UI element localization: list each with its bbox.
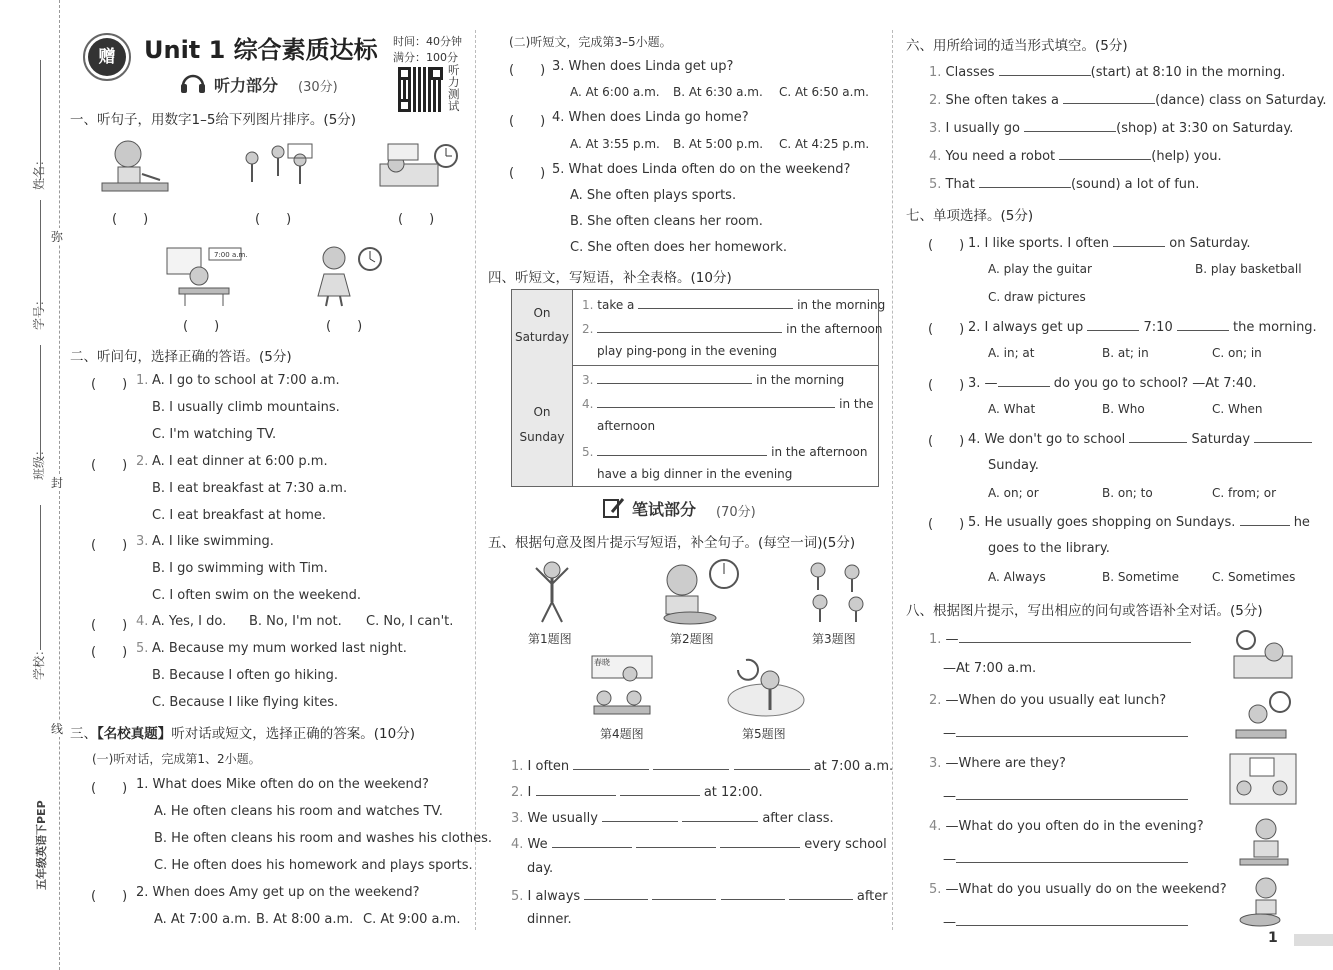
sec5-s5-cont: dinner. <box>527 912 572 927</box>
id-line <box>40 200 41 310</box>
sec5-s1 <box>511 757 893 774</box>
sec2-q3-a: A. I like swimming. <box>152 534 274 549</box>
sec7-q5-blank[interactable] <box>1240 513 1290 526</box>
sec2-q2-c: C. I eat breakfast at home. <box>152 508 327 523</box>
sunday-on: On <box>533 405 551 419</box>
sec2-q1-num-text: 1. <box>136 373 149 388</box>
sec6-2-post: (dance) class on Saturday. <box>1155 93 1327 108</box>
sec3-q4-b: B. At 5:00 p.m. <box>673 137 764 151</box>
sec3-q3-answer[interactable]: ( ) <box>509 63 546 78</box>
name-line <box>40 60 41 180</box>
sec7-q4-c: C. from; or <box>1212 486 1277 500</box>
sec4-blank-5[interactable] <box>597 443 767 456</box>
sec5-s5-blank-2[interactable] <box>652 887 716 900</box>
sec5-s3-num: 3. <box>511 811 524 826</box>
sec5-s4 <box>511 835 887 852</box>
girl-lunch-image <box>1234 690 1296 750</box>
sec2-q2-answer[interactable]: ( ) <box>91 458 128 473</box>
sec7-q2-answer[interactable]: ( ) <box>928 322 965 337</box>
sec7-q3-c: C. When <box>1212 402 1263 416</box>
kids-playing-image <box>238 142 316 204</box>
sec8-d2-a <box>943 724 1188 741</box>
gift-badge <box>83 33 131 81</box>
pencil-icon <box>602 496 626 524</box>
sec5-s3-pre: We usually <box>527 811 598 826</box>
school-label: 学校： <box>32 643 46 680</box>
sec8-d2-q <box>929 693 1166 708</box>
sec6-item-3 <box>929 119 1293 136</box>
sec8-d2-q-text: —When do you usually eat lunch? <box>945 693 1167 708</box>
sec3-q3: 3. When does Linda get up? <box>552 59 734 74</box>
sec7-q1-text: 1. I like sports. I often <box>968 236 1109 251</box>
class-line <box>40 345 41 460</box>
sec6-3-post: (shop) at 3:30 on Saturday. <box>1116 121 1294 136</box>
sec8-d1-q-text: — <box>945 632 959 647</box>
saturday-on: On <box>533 306 551 320</box>
sec8-d3-blank[interactable] <box>956 787 1188 800</box>
brand-label: 五年级英语下PEP <box>35 800 48 890</box>
sec6-5-num: 5. <box>929 177 942 192</box>
seal-xian: 线 <box>51 722 64 736</box>
sec5-s2-num: 2. <box>511 785 524 800</box>
sec5-s2-post: at 12:00. <box>703 785 763 800</box>
sec6-blank-5[interactable] <box>979 175 1071 188</box>
sec3-q1-b: B. He often cleans his room and washes his clothes. <box>154 831 493 846</box>
sec4-r5-num: 5. <box>582 445 594 459</box>
sec3-q4-answer[interactable]: ( ) <box>509 114 546 129</box>
sec5-s5-blank-3[interactable] <box>721 887 785 900</box>
sec8-d1-a: —At 7:00 a.m. <box>943 661 1037 676</box>
sec3-q4-c: C. At 4:25 p.m. <box>779 137 870 151</box>
sec2-q5-answer[interactable]: ( ) <box>91 645 128 660</box>
sec3-q4: 4. When does Linda go home? <box>552 110 749 125</box>
sec7-title: 七、单项选择。(5分) <box>906 208 1034 224</box>
sec2-q1-b: B. I usually climb mountains. <box>152 400 340 415</box>
sec5-s5-blank-4[interactable] <box>789 887 853 900</box>
sec2-q2-a: A. I eat dinner at 6:00 p.m. <box>152 454 328 469</box>
sec2-q4-c: C. No, I can't. <box>366 614 454 629</box>
clock-label: 7:00 a.m. <box>214 251 248 259</box>
sec2-q5-a: A. Because my mum worked last night. <box>152 641 407 656</box>
sec7-q5 <box>968 513 1310 530</box>
sec3-q1-a: A. He often cleans his room and watches TV. <box>154 804 443 819</box>
sec5-s3-blank-2[interactable] <box>682 809 758 822</box>
sec8-d5-q <box>929 882 1227 897</box>
sec2-q2-b: B. I eat breakfast at 7:30 a.m. <box>152 481 348 496</box>
sec1-title: 一、听句子，用数字1–5给下列图片排序。(5分) <box>70 112 357 128</box>
girl-dancing-image <box>312 244 384 312</box>
qr-finder-icon <box>430 67 443 80</box>
qr-finder-icon <box>398 67 411 80</box>
page-title: Unit 1 综合素质达标 <box>144 36 378 64</box>
sec3-q5-a: A. She often plays sports. <box>570 188 737 203</box>
sec6-1-pre: Classes <box>945 65 995 80</box>
sec8-d3-num: 3. <box>929 756 942 771</box>
sec2-title: 二、听问句，选择正确的答语。(5分) <box>70 349 292 365</box>
sec2-q2-num: 2. <box>136 454 149 469</box>
sec8-d3-q-text: —Where are they? <box>945 756 1066 771</box>
sec7-q3-answer[interactable]: ( ) <box>928 378 965 393</box>
sec2-q1-answer[interactable]: ( ) <box>91 377 128 392</box>
sec8-d4-q-text: —What do you often do in the evening? <box>945 819 1204 834</box>
sec2-q1-num <box>136 373 148 388</box>
sec3-q2-c: C. At 9:00 a.m. <box>363 912 461 927</box>
sec3-q2-a: A. At 7:00 a.m. <box>154 912 252 927</box>
sec7-q3-post: —At 7:40. <box>1192 376 1257 391</box>
sec4-blank-4[interactable] <box>597 395 835 408</box>
sec4-r4-cont: afternoon <box>597 419 656 433</box>
sec7-q2-b: B. at; in <box>1102 346 1149 360</box>
sec3-q1-answer[interactable]: ( ) <box>91 781 128 796</box>
sec7-q1-answer[interactable]: ( ) <box>928 238 965 253</box>
sunday-label: Sunday <box>519 430 565 444</box>
sec8-d3-a <box>943 787 1188 804</box>
sec2-q5-num: 5. <box>136 641 149 656</box>
sec3-q3-a: A. At 6:00 a.m. <box>570 85 660 99</box>
sec6-blank-2[interactable] <box>1063 91 1155 104</box>
time-limit: 时间：40分钟 <box>393 35 462 48</box>
sec6-item-1 <box>929 63 1285 80</box>
sec6-blank-1[interactable] <box>999 63 1091 76</box>
sec6-4-num: 4. <box>929 149 942 164</box>
sec7-q4-answer[interactable]: ( ) <box>928 434 965 449</box>
sec4-row1 <box>582 296 885 312</box>
sec3-q4-a: A. At 3:55 p.m. <box>570 137 660 151</box>
sec7-q2-c: C. on; in <box>1212 346 1262 360</box>
sec2-q3-c: C. I often swim on the weekend. <box>152 588 361 603</box>
sec7-q4-blank-2[interactable] <box>1254 430 1312 443</box>
sec4-r1-post: in the morning <box>797 298 886 312</box>
sec8-d1-q <box>929 630 1191 647</box>
sec1-answer-2[interactable]: ( ) <box>255 212 292 227</box>
sec3-q5-c: C. She often does her homework. <box>570 240 788 255</box>
sec3-q3-b: B. At 6:30 a.m. <box>673 85 763 99</box>
sec7-q4-blank-1[interactable] <box>1129 430 1187 443</box>
sec7-q4 <box>968 430 1312 447</box>
sec6-item-2 <box>929 91 1327 108</box>
sec3-q2-answer[interactable]: ( ) <box>91 889 128 904</box>
sec7-q3-blank[interactable] <box>998 374 1050 387</box>
sec5-s5-num: 5. <box>511 889 524 904</box>
sec5-s5-pre: I always <box>527 889 581 904</box>
sec7-q1-b: B. play basketball <box>1195 262 1302 276</box>
sec3-q1: 1. What does Mike often do on the weekend? <box>136 777 429 792</box>
sec6-3-pre: I usually go <box>945 121 1020 136</box>
sec5-s3 <box>511 809 834 826</box>
sec6-blank-3[interactable] <box>1024 119 1116 132</box>
sec4-r3-post: in the morning <box>756 373 845 387</box>
sec6-2-num: 2. <box>929 93 942 108</box>
saturday-cell <box>512 290 573 366</box>
sec8-d5-a-text: — <box>943 915 956 930</box>
sec5-s4-cont: day. <box>527 861 554 876</box>
sec5-s2-blank-1[interactable] <box>536 783 616 796</box>
sec4-title: 四、听短文，写短语，补全表格。(10分) <box>488 270 732 286</box>
sec3-q5-answer[interactable]: ( ) <box>509 166 546 181</box>
sec7-q1-post: on Saturday. <box>1169 236 1251 251</box>
boy-lunch-image <box>650 558 742 630</box>
sec3-q2-b: B. At 8:00 a.m. <box>256 912 354 927</box>
sec2-q4-b: B. No, I'm not. <box>249 614 342 629</box>
sec5-s4-post: every school <box>804 837 887 852</box>
sec6-4-post: (help) you. <box>1151 149 1222 164</box>
full-score: 满分：100分 <box>393 51 458 64</box>
sec8-d3-a-text: — <box>943 789 956 804</box>
board-text: 春晓 <box>594 658 610 667</box>
sec6-4-pre: You need a robot <box>945 149 1056 164</box>
sec6-1-num: 1. <box>929 65 942 80</box>
sec1-answer-5[interactable]: ( ) <box>326 319 363 334</box>
sec7-q5-post: he <box>1293 515 1310 530</box>
sec5-s2-blank-2[interactable] <box>620 783 700 796</box>
sec5-s1-blank-2[interactable] <box>653 757 729 770</box>
sec5-title: 五、根据句意及图片提示写短语，补全句子。(每空一词)(5分) <box>488 535 856 551</box>
sec8-d5-num: 5. <box>929 882 942 897</box>
sec3-q5-b: B. She often cleans her room. <box>570 214 763 229</box>
sec6-item-4 <box>929 147 1222 164</box>
sec6-blank-4[interactable] <box>1059 147 1151 160</box>
sec4-r1-num: 1. <box>582 298 594 312</box>
sec8-d4-a <box>943 850 1188 867</box>
gift-badge-text: 赠 <box>88 38 126 76</box>
sec7-q2-a: A. in; at <box>988 346 1035 360</box>
sec4-row2 <box>582 320 882 336</box>
sunday-cell <box>512 365 573 486</box>
sec7-q4-cont: Sunday. <box>988 458 1039 473</box>
sec7-q5-text: 5. He usually goes shopping on Sundays. <box>968 515 1236 530</box>
sec7-q4-a: A. on; or <box>988 486 1039 500</box>
saturday-label: Saturday <box>514 330 570 344</box>
sec6-5-pre: That <box>945 177 975 192</box>
page-tab <box>1294 934 1333 946</box>
sec3-title-pre: 三、 <box>70 726 97 742</box>
sec7-q5-cont: goes to the library. <box>988 541 1110 556</box>
sec8-d2-blank[interactable] <box>956 724 1188 737</box>
sec8-d2-num: 2. <box>929 693 942 708</box>
sec7-q3-mid: do you go to school? <box>1053 376 1189 391</box>
sec8-d5-blank[interactable] <box>956 913 1188 926</box>
binding-strip <box>0 0 66 970</box>
sec6-5-post: (sound) a lot of fun. <box>1070 177 1200 192</box>
sec7-q3-text: 3. — <box>968 376 998 391</box>
sec3-title-post: 听对话或短文，选择正确的答案。(10分) <box>171 726 415 742</box>
sec7-q4-mid: Saturday <box>1191 432 1251 447</box>
sec2-q4-num: 4. <box>136 614 149 629</box>
qr-label: 听力测试 <box>448 63 460 113</box>
sec4-r2-post: in the afternoon <box>786 322 883 336</box>
sec2-q1-a: A. I go to school at 7:00 a.m. <box>152 373 340 388</box>
sec7-q5-a: A. Always <box>988 570 1046 584</box>
sec2-q5-c: C. Because I like flying kites. <box>152 695 339 710</box>
sec4-r5-post: in the afternoon <box>771 445 868 459</box>
sec7-q4-text: 4. We don't go to school <box>968 432 1126 447</box>
sec7-q1-a: A. play the guitar <box>988 262 1092 276</box>
sec4-r2-num: 2. <box>582 322 594 336</box>
sec8-d4-blank[interactable] <box>956 850 1188 863</box>
art-class-image <box>1228 752 1298 812</box>
sec8-d5-q-text: —What do you usually do on the weekend? <box>945 882 1227 897</box>
table-divider <box>572 365 878 366</box>
id-label: 学号： <box>32 293 46 330</box>
girl-sleeping-image <box>378 142 460 201</box>
sec7-q5-b: B. Sometime <box>1102 570 1180 584</box>
sec5-s4-pre: We <box>527 837 548 852</box>
sec4-row3 <box>582 371 844 387</box>
sec7-q1 <box>968 234 1250 251</box>
girl-exercise-image <box>530 560 574 630</box>
qr-finder-icon <box>398 99 411 112</box>
sec3-sub1: (一)听对话，完成第1、2小题。 <box>92 752 261 766</box>
sec1-answer-3[interactable]: ( ) <box>398 212 435 227</box>
listening-title: 听力部分 <box>214 76 279 95</box>
sec4-row5 <box>582 443 867 459</box>
sec4-r4-num: 4. <box>582 397 594 411</box>
sec5-s1-blank-1[interactable] <box>573 757 649 770</box>
sec7-q4-b: B. on; to <box>1102 486 1153 500</box>
sec2-q3-answer[interactable]: ( ) <box>91 538 128 553</box>
sec4-dinner: have a big dinner in the evening <box>597 467 793 481</box>
sec5-s1-post: at 7:00 a.m. <box>813 759 894 774</box>
sec3-sub2: (二)听短文，完成第3–5小题。 <box>509 35 672 49</box>
sec5-s2-pre: I <box>527 785 532 800</box>
sec5-s1-pre: I often <box>527 759 570 774</box>
sec7-q5-c: C. Sometimes <box>1212 570 1296 584</box>
seal-feng: 封 <box>51 476 64 490</box>
girl-writing-image <box>98 138 173 210</box>
sec5-s3-post: after class. <box>762 811 834 826</box>
sec7-q2 <box>968 318 1317 335</box>
sec8-d2-a-text: — <box>943 726 956 741</box>
kids-sports-image <box>804 558 872 628</box>
sec3-title <box>70 722 415 742</box>
sec5-s5-post: after <box>856 889 888 904</box>
class-label: 班级： <box>32 443 46 480</box>
caption-3: 第3题图 <box>812 632 856 646</box>
sec2-q1-c: C. I'm watching TV. <box>152 427 277 442</box>
sec3-q5: 5. What does Linda often do on the weekend? <box>552 162 851 177</box>
column-divider-2 <box>892 30 893 930</box>
sec6-title: 六、用所给词的适当形式填空。(5分) <box>906 38 1128 54</box>
written-title: 笔试部分 <box>632 500 697 519</box>
sec2-q3-num: 3. <box>136 534 149 549</box>
sec4-blank-2[interactable] <box>597 320 782 333</box>
sec5-s2 <box>511 783 763 800</box>
sec5-s1-blank-3[interactable] <box>734 757 810 770</box>
caption-1: 第1题图 <box>528 632 572 646</box>
seal-mi: 弥 <box>51 230 64 244</box>
sec8-title: 八、根据图片提示，写出相应的问句或答语补全对话。(5分) <box>906 603 1263 619</box>
sec2-q3-b: B. I go swimming with Tim. <box>152 561 328 576</box>
page-number: 1 <box>1268 930 1278 946</box>
sec7-q3-a: A. What <box>988 402 1036 416</box>
sec4-r4-post: in the <box>839 397 874 411</box>
column-divider-1 <box>475 30 476 930</box>
sec7-q1-blank[interactable] <box>1113 234 1165 247</box>
listening-score: (30分) <box>298 80 338 95</box>
sec7-q3-b: B. Who <box>1102 402 1145 416</box>
caption-2: 第2题图 <box>670 632 714 646</box>
caption-5: 第5题图 <box>742 727 786 741</box>
sec2-q4-answer[interactable]: ( ) <box>91 618 128 633</box>
sec6-3-num: 3. <box>929 121 942 136</box>
sec4-pingpong: play ping-pong in the evening <box>597 344 778 358</box>
sec7-q3 <box>968 374 1257 391</box>
sec5-s3-blank-1[interactable] <box>602 809 678 822</box>
sec7-q5-answer[interactable]: ( ) <box>928 517 965 532</box>
sec4-blank-1[interactable] <box>638 296 793 309</box>
boy-waking-image <box>1232 628 1296 688</box>
sec5-s4-blank-1[interactable] <box>552 835 632 848</box>
sec7-q2-text: 2. I always get up <box>968 320 1084 335</box>
sec6-1-post: (start) at 8:10 in the morning. <box>1090 65 1286 80</box>
sec3-title-tag: 【名校真题】 <box>97 726 172 742</box>
boy-reading-image <box>1236 815 1292 875</box>
sec4-r1-pre: take a <box>597 298 635 312</box>
sec4-blank-3[interactable] <box>597 371 752 384</box>
sec3-q1-c: C. He often does his homework and plays sports. <box>154 858 473 873</box>
sec6-2-pre: She often takes a <box>945 93 1059 108</box>
sec8-d1-blank[interactable] <box>959 630 1191 643</box>
school-line <box>40 505 41 650</box>
boy-outdoor-image <box>726 656 808 724</box>
sec5-s4-blank-3[interactable] <box>720 835 800 848</box>
sec2-q4-a: A. Yes, I do. <box>152 614 227 629</box>
sec7-q2-blank-2[interactable] <box>1177 318 1229 331</box>
caption-4: 第4题图 <box>600 727 644 741</box>
sec8-d4-a-text: — <box>943 852 956 867</box>
sec5-s4-num: 4. <box>511 837 524 852</box>
sec6-item-5 <box>929 175 1199 192</box>
sec1-answer-1[interactable]: ( ) <box>112 212 149 227</box>
sec4-row4 <box>582 395 874 411</box>
sec7-q1-c: C. draw pictures <box>988 290 1086 304</box>
sec7-q2-post: the morning. <box>1233 320 1317 335</box>
sec8-d4-num: 4. <box>929 819 942 834</box>
written-score: (70分) <box>716 505 756 520</box>
qr-code[interactable] <box>398 67 443 112</box>
sec3-q2: 2. When does Amy get up on the weekend? <box>136 885 420 900</box>
sec5-s5 <box>511 887 888 904</box>
sec5-s5-blank-1[interactable] <box>584 887 648 900</box>
sec2-q5-b: B. Because I often go hiking. <box>152 668 339 683</box>
sec8-d5-a <box>943 913 1188 930</box>
headphone-icon <box>180 72 206 98</box>
sec7-q2-blank-1[interactable] <box>1087 318 1139 331</box>
sec8-d1-num: 1. <box>929 632 942 647</box>
sec3-q3-c: C. At 6:50 a.m. <box>779 85 869 99</box>
sec8-d3-q <box>929 756 1066 771</box>
name-label: 姓名： <box>32 153 46 190</box>
sec7-q2-mid: 7:10 <box>1143 320 1173 335</box>
sec5-s4-blank-2[interactable] <box>636 835 716 848</box>
girl-washing-image <box>1236 876 1292 932</box>
sec5-s1-num: 1. <box>511 759 524 774</box>
sec4-r3-num: 3. <box>582 373 594 387</box>
sec1-answer-4[interactable]: ( ) <box>183 319 220 334</box>
sec8-d4-q <box>929 819 1204 834</box>
